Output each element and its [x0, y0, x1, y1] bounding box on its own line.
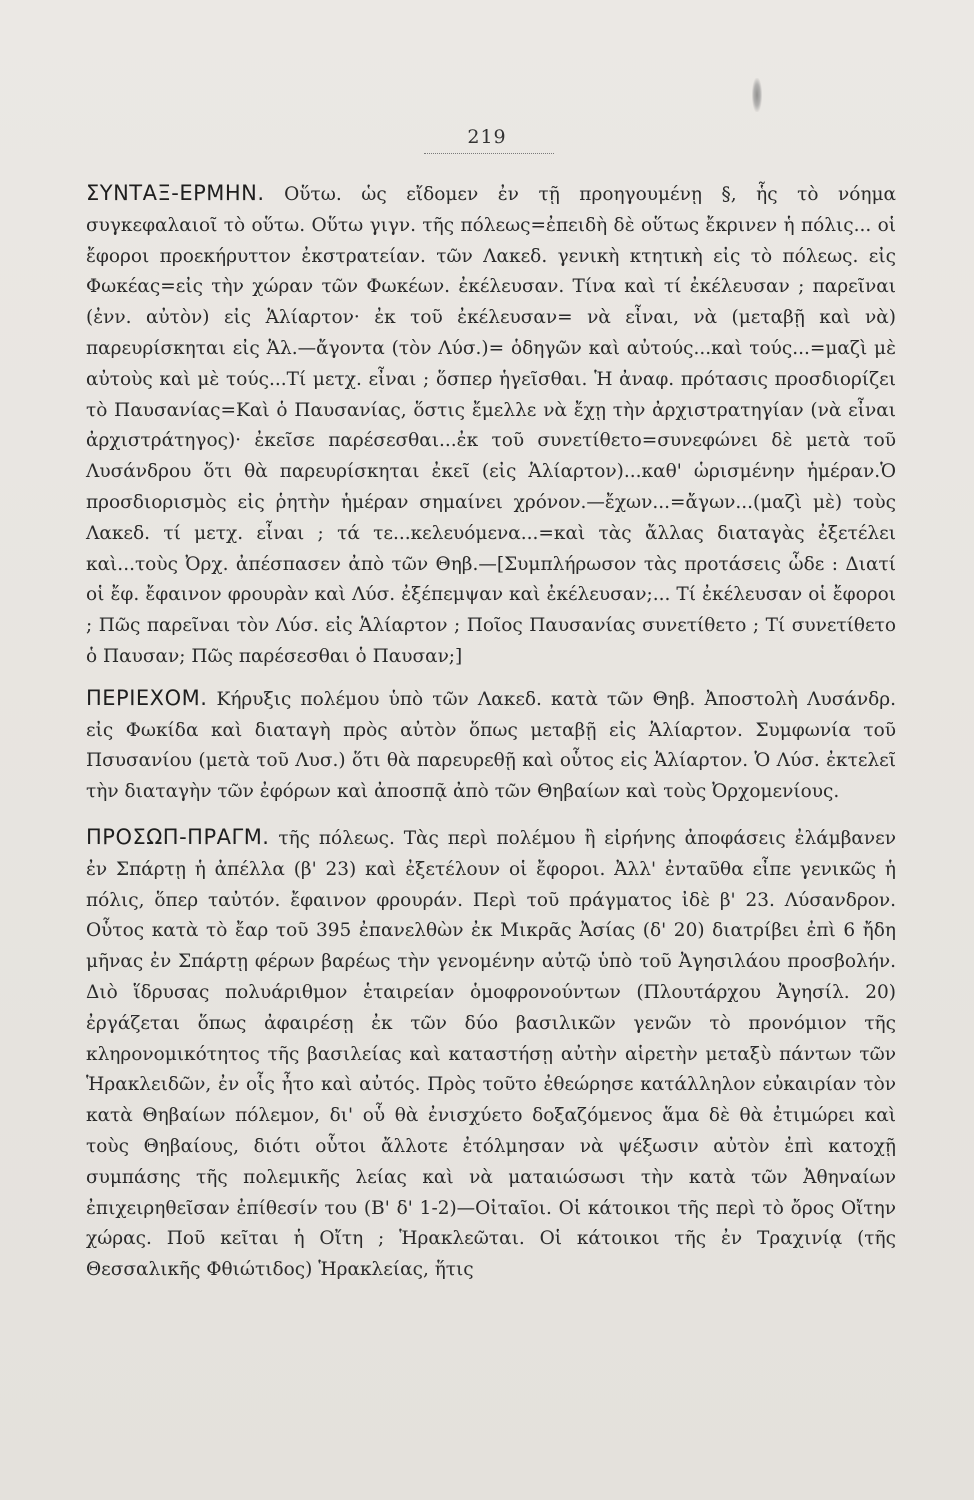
- page-body: [86, 178, 896, 1286]
- section-heading-persons: ΠΡΟΣΩΠ-ΠΡΑΓΜ.: [86, 824, 270, 849]
- section-heading-contents: ΠΕΡΙΕΧΟΜ.: [86, 685, 208, 710]
- section-text-persons: τῆς πόλεως. Τὰς περὶ πολέμου ἢ εἰρήνης ἀποφάσεις ἐλάμβανεν ἐν Σπάρτῃ ἡ ἀπέλλα (β' 23) καὶ ἐξετέλουν οἱ ἔφοροι. Ἀλλ' ἐνταῦθα εἶπε γενικῶς ἡ πόλις, ὅπερ ταὐτόν. ἔφαινον φρουράν. Περὶ τοῦ πράγματος ἰδὲ β' 23. Λύσανδρον. Οὗτος κατὰ τὸ ἔαρ τοῦ 395 ἐπανελθὼν ἐκ Μικρᾶς Ἀσίας (δ' 20) διατρίβει ἐπὶ 6 ἤδη μῆνας ἐν Σπάρτῃ φέρων βαρέως τὴν γενομένην αὐτῷ ὑπὸ τοῦ Ἀγησιλάου προσβολήν. Διὸ ἵδρυσας πολυάριθμον ἑταιρείαν ὁμοφρονούντων (Πλουτάρχου Ἀγησίλ. 20) ἐργάζεται ὅπως ἀφαιρέσῃ ἐκ τῶν δύο βασιλικῶν γενῶν τὸ προνόμιον τῆς κληρονομικότητος τῆς βασιλείας καὶ καταστήσῃ αὐτὴν αἱρετὴν μεταξὺ πάντων τῶν Ἡρακλειδῶν, ἐν οἷς ἦτο καὶ αὐτός. Πρὸς τοῦτο ἐθεώρησε κατάλληλον εὐκαιρίαν τὸν κατὰ Θηβαίων πόλεμον, δι' οὗ θὰ ἐνισχύετο δοξαζόμενος ἅμα δὲ θὰ ἐτιμώρει καὶ τοὺς Θηβαίους, διότι οὗτοι ἄλλοτε ἐτόλμησαν νὰ ψέξωσιν αὐτὸν ἐπὶ κατοχῇ συμπάσης τῆς πολεμικῆς λείας καὶ νὰ ματαιώσωσι τὴν κατὰ τῶν Ἀθηναίων ἐπιχειρηθεῖσαν ἐπίθεσίν του (Β' δ' 1-2)—Οἰταῖοι. Οἱ κάτοικοι τῆς περὶ τὸ ὄρος Οἴτην χώρας. Ποῦ κεῖται ἡ Οἴτη ; Ἡρακλεῶται. Οἱ κάτοικοι τῆς ἐν Τραχινίᾳ (τῆς Θεσσαλικῆς Φθιώτιδος) Ἡρακλείας, ἥτις: [86, 827, 896, 1281]
- section-text-syntax: Οὕτω. ὡς εἴδομεν ἐν τῇ προηγουμένῃ §, ἧς τὸ νόημα συγκεφαλαιοῖ τὸ οὕτω. Οὕτω γιγν. τῆς πόλεως=ἐπειδὴ δὲ οὕτως ἔκρινεν ἡ πόλις... οἱ ἔφοροι προεκήρυττον ἐκστρατείαν. τῶν Λακεδ. γενικὴ κτητικὴ εἰς τὸ πόλεως. εἰς Φωκέας=εἰς τὴν χώραν τῶν Φωκέων. ἐκέλευσαν. Τίνα καὶ τί ἐκέλευσαν ; παρεῖναι (ἐνν. αὐτὸν) εἰς Ἁλίαρτον· ἐκ τοῦ ἐκέλευσαν= νὰ εἶναι, νὰ (μεταβῇ καὶ νὰ) παρευρίσκηται εἰς Ἁλ.—ἄγοντα (τὸν Λύσ.)= ὁδηγῶν καὶ αὐτούς...καὶ τούς...=μαζὶ μὲ αὐτοὺς καὶ μὲ τούς...Τί μετχ. εἶναι ; ὅσπερ ἡγεῖσθαι. Ἡ ἀναφ. πρότασις προσδιορίζει τὸ Παυσανίας=Καὶ ὁ Παυσανίας, ὅστις ἔμελλε νὰ ἔχῃ τὴν ἀρχιστρατηγίαν (νὰ εἶναι ἀρχιστράτηγος)· ἐκεῖσε παρέσεσθαι...ἐκ τοῦ συνετίθετο=συνεφώνει δὲ μετὰ τοῦ Λυσάνδρου ὅτι θὰ παρευρίσκηται ἐκεῖ (εἰς Ἁλίαρτον)...καθ' ὡρισμένην ἡμέραν.Ὁ προσδιορισμὸς εἰς ῥητὴν ἡμέραν σημαίνει χρόνον.—ἔχων...=ἄγων...(μαζὶ μὲ) τοὺς Λακεδ. τί μετχ. εἶναι ; τά τε...κελευόμενα...=καὶ τὰς ἄλλας διαταγὰς ἐξετέλει καὶ...τοὺς Ὀρχ. ἀπέσπασεν ἀπὸ τῶν Θηβ.—[Συμπλήρωσον τὰς προτάσεις ὧδε : Διατί οἱ ἔφ. ἔφαινον φρουρὰν καὶ Λύσ. ἐξέπεμψαν καὶ ἐκέλευσαν;... Τί ἐκέλευσαν οἱ ἔφοροι ; Πῶς παρεῖναι τὸν Λύσ. εἰς Ἁλίαρτον ; Ποῖος Παυσανίας συνετίθετο ; Τί συνετίθετο ὁ Παυσαν; Πῶς παρέσεσθαι ὁ Παυσαν;]: [86, 184, 897, 667]
- section-heading-syntax: ΣΥΝΤΑΞ-ΕΡΜΗΝ.: [86, 181, 265, 205]
- section-persons: [86, 822, 896, 1286]
- section-syntax: [86, 178, 896, 673]
- page-number: 219: [467, 126, 507, 148]
- ink-speck: [752, 78, 762, 112]
- section-text-contents: Κήρυξις πολέμου ὑπὸ τῶν Λακεδ. κατὰ τῶν Θηβ. Ἀποστολὴ Λυσάνδρ. εἰς Φωκίδα καὶ διαταγὴ πρὸς αὐτὸν ὅπως μεταβῇ εἰς Ἁλίαρτον. Συμφωνία τοῦ Πσυσανίου (μετὰ τοῦ Λυσ.) ὅτι θὰ παρευρεθῇ καὶ οὗτος εἰς Ἁλίαρτον. Ὁ Λύσ. ἐκτελεῖ τὴν διαταγὴν τῶν ἐφόρων καὶ ἀποσπᾷ ἀπὸ τῶν Θηβαίων καὶ τοὺς Ὀρχομενίους.: [86, 688, 896, 803]
- page-number-rule: [424, 153, 554, 154]
- section-contents: [86, 683, 896, 808]
